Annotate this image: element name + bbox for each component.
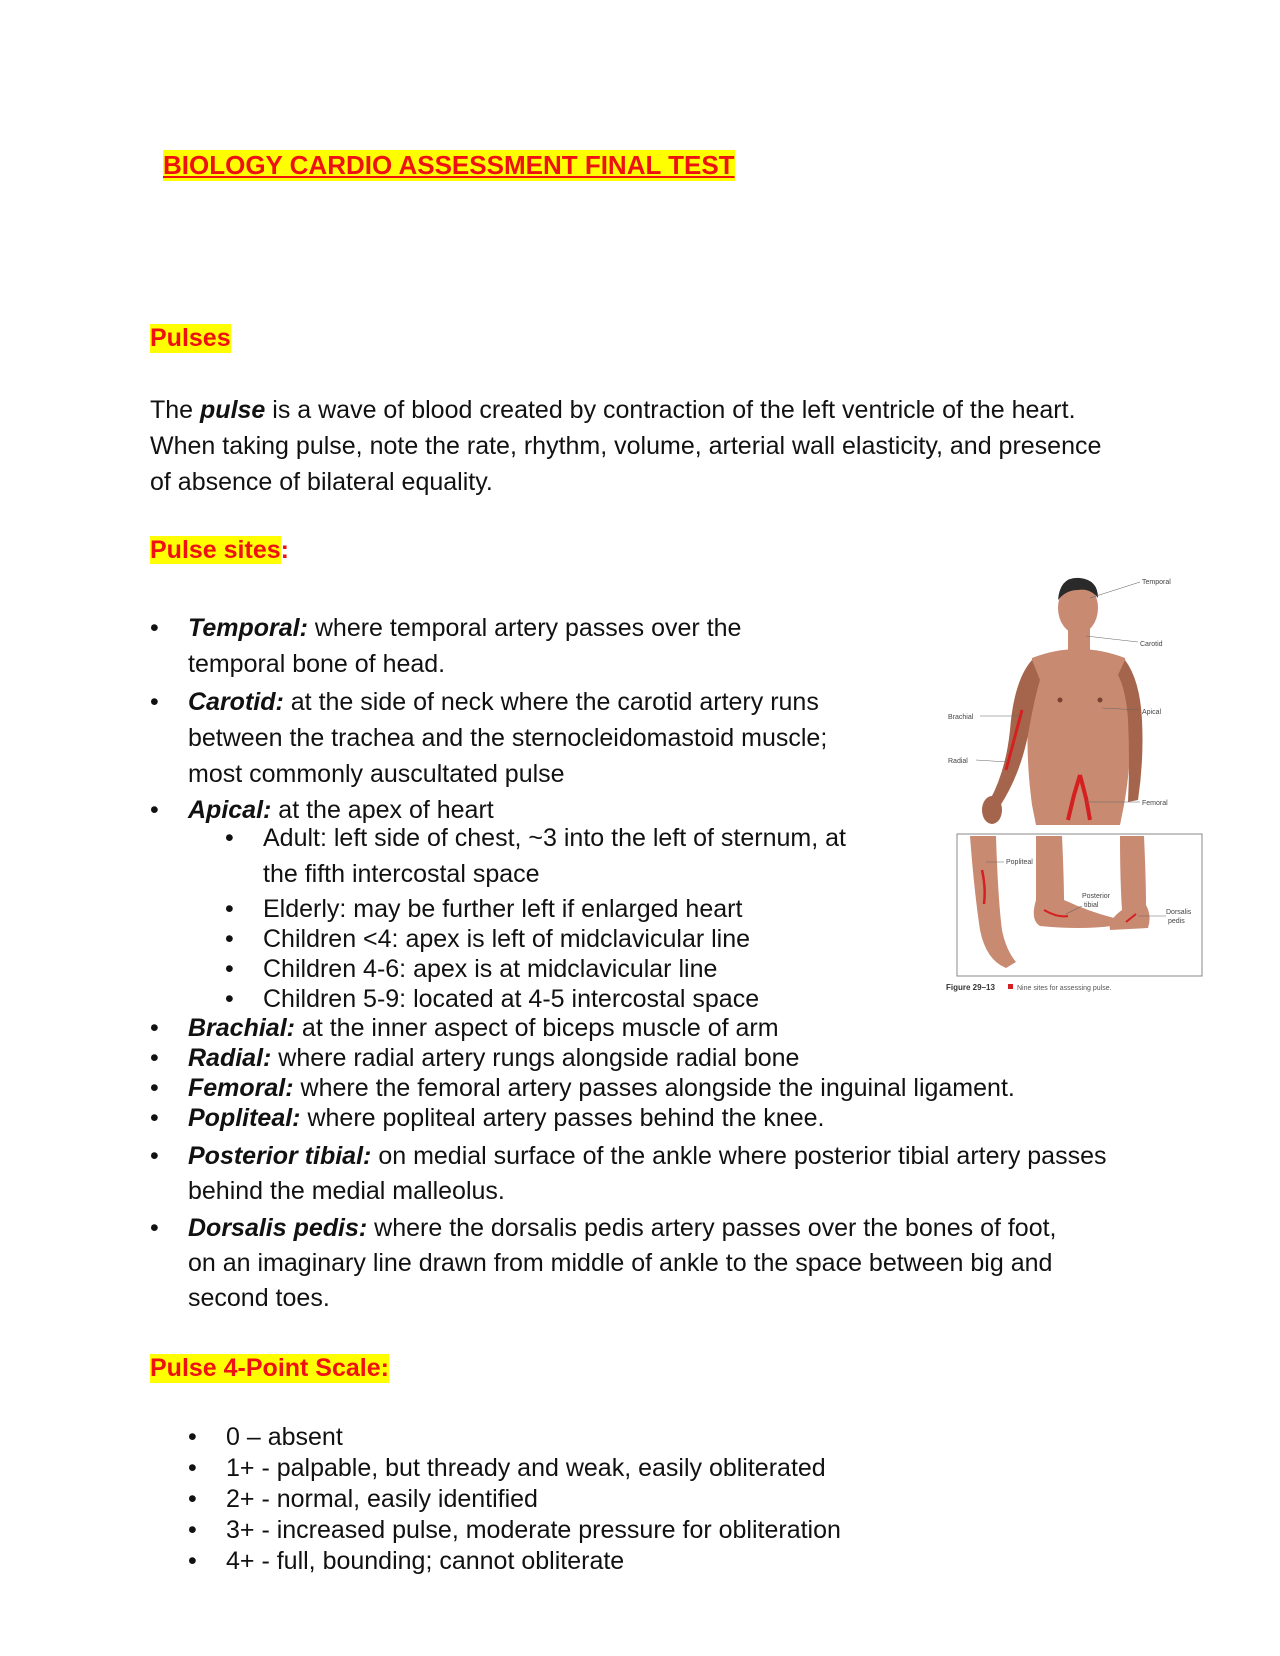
label-brachial: Brachial [948, 714, 974, 721]
list-item: • 3+ - increased pulse, moderate pressure for obliteration [188, 1515, 948, 1546]
label-popliteal: Popliteal [1006, 859, 1033, 866]
intro-lead: The [150, 396, 201, 424]
site-desc: where the dorsalis pedis artery passes over the bones of foot, on an imaginary line drawn from middle of ankle to the space between big and second toes. [188, 1214, 1057, 1312]
pulse-scale-list [188, 1422, 948, 1577]
list-item: • 4+ - full, bounding; cannot obliterate [188, 1546, 948, 1577]
list-item [150, 1013, 1110, 1043]
site-desc: at the apex of heart [271, 796, 494, 824]
list-item: • 1+ - palpable, but thready and weak, easily obliterated [188, 1453, 948, 1484]
pulses-heading: Pulses [150, 324, 231, 352]
list-item: • 2+ - normal, easily identified [188, 1484, 948, 1515]
pulse-sites-heading [150, 536, 289, 565]
apical-sub-list [225, 820, 865, 1014]
list-item [150, 1211, 1088, 1316]
list-item: • 0 – absent [188, 1422, 948, 1453]
label-temporal: Temporal [1142, 579, 1171, 586]
legs-inset [957, 834, 1202, 976]
site-desc: at the inner aspect of biceps muscle of arm [294, 1014, 779, 1042]
figure-caption-number: Figure 29–13 [946, 983, 995, 992]
intro-term-pulse: pulse [200, 396, 266, 424]
list-item [150, 1103, 1110, 1133]
pulses-intro [150, 392, 1110, 500]
site-term: Brachial: [188, 1014, 295, 1042]
pulse-sites-heading-colon: : [280, 536, 289, 564]
pulse-sites-illustration [940, 570, 1225, 1010]
site-desc: where popliteal artery passes behind the knee. [300, 1104, 825, 1132]
site-term: Carotid: [188, 688, 284, 716]
site-desc: where radial artery rungs alongside radial bone [271, 1044, 800, 1072]
list-item [150, 1139, 1110, 1209]
site-term: Temporal: [188, 614, 308, 642]
site-term: Dorsalis pedis: [188, 1214, 368, 1242]
label-carotid: Carotid [1140, 641, 1163, 648]
list-item [150, 684, 888, 792]
site-term: Apical: [188, 796, 272, 824]
list-item [150, 1043, 1110, 1073]
caption-marker-icon [1008, 984, 1013, 989]
label-apical: Apical [1142, 709, 1162, 716]
label-radial: Radial [948, 758, 968, 765]
label-dorsalis-pedis: Dorsalis [1166, 909, 1192, 916]
site-term: Femoral: [188, 1074, 294, 1102]
site-desc: where temporal artery passes over the temporal bone of head. [188, 614, 742, 678]
site-term: Posterior tibial: [188, 1142, 372, 1170]
pulse-sites-heading-text: Pulse sites [150, 536, 281, 564]
site-term: Popliteal: [188, 1104, 301, 1132]
list-item: • Children 4-6: apex is at midclavicular line [225, 954, 865, 984]
label-posterior-tibial-2: tibial [1084, 902, 1099, 909]
pulse-sites-list-continued [150, 1013, 1110, 1316]
site-desc: on medial surface of the ankle where posterior tibial artery passes behind the medial malleolus. [188, 1142, 1107, 1205]
list-item: • Adult: left side of chest, ~3 into the left of sternum, at the fifth intercostal space [225, 820, 863, 892]
list-item [150, 1073, 1110, 1103]
pulse-sites-figure [940, 570, 1225, 1010]
site-desc: where the femoral artery passes alongside the inguinal ligament. [293, 1074, 1015, 1102]
list-item: • Children 5-9: located at 4-5 intercostal space [225, 984, 865, 1014]
label-dorsalis-pedis-2: pedis [1168, 918, 1185, 925]
figure-caption-text: Nine sites for assessing pulse. [1017, 985, 1112, 992]
list-item: • Elderly: may be further left if enlarged heart [225, 894, 865, 924]
list-item [150, 610, 828, 682]
site-term: Radial: [188, 1044, 272, 1072]
label-femoral: Femoral [1142, 800, 1168, 807]
intro-body: is a wave of blood created by contraction of the left ventricle of the heart. When taking pulse, note the rate, rhythm, volume, arterial wall elasticity, and presence of absence of bilateral equality. [150, 396, 1102, 496]
page-title: BIOLOGY CARDIO ASSESSMENT FINAL TEST [163, 150, 735, 180]
torso-illustration [948, 578, 1171, 825]
label-posterior-tibial: Posterior [1082, 893, 1111, 900]
site-desc: at the side of neck where the carotid artery runs between the trachea and the sternocleidomastoid muscle; most commonly auscultated pulse [188, 688, 828, 788]
pulse-scale-heading: Pulse 4-Point Scale: [150, 1354, 389, 1382]
list-item: • Children <4: apex is left of midclavicular line [225, 924, 865, 954]
